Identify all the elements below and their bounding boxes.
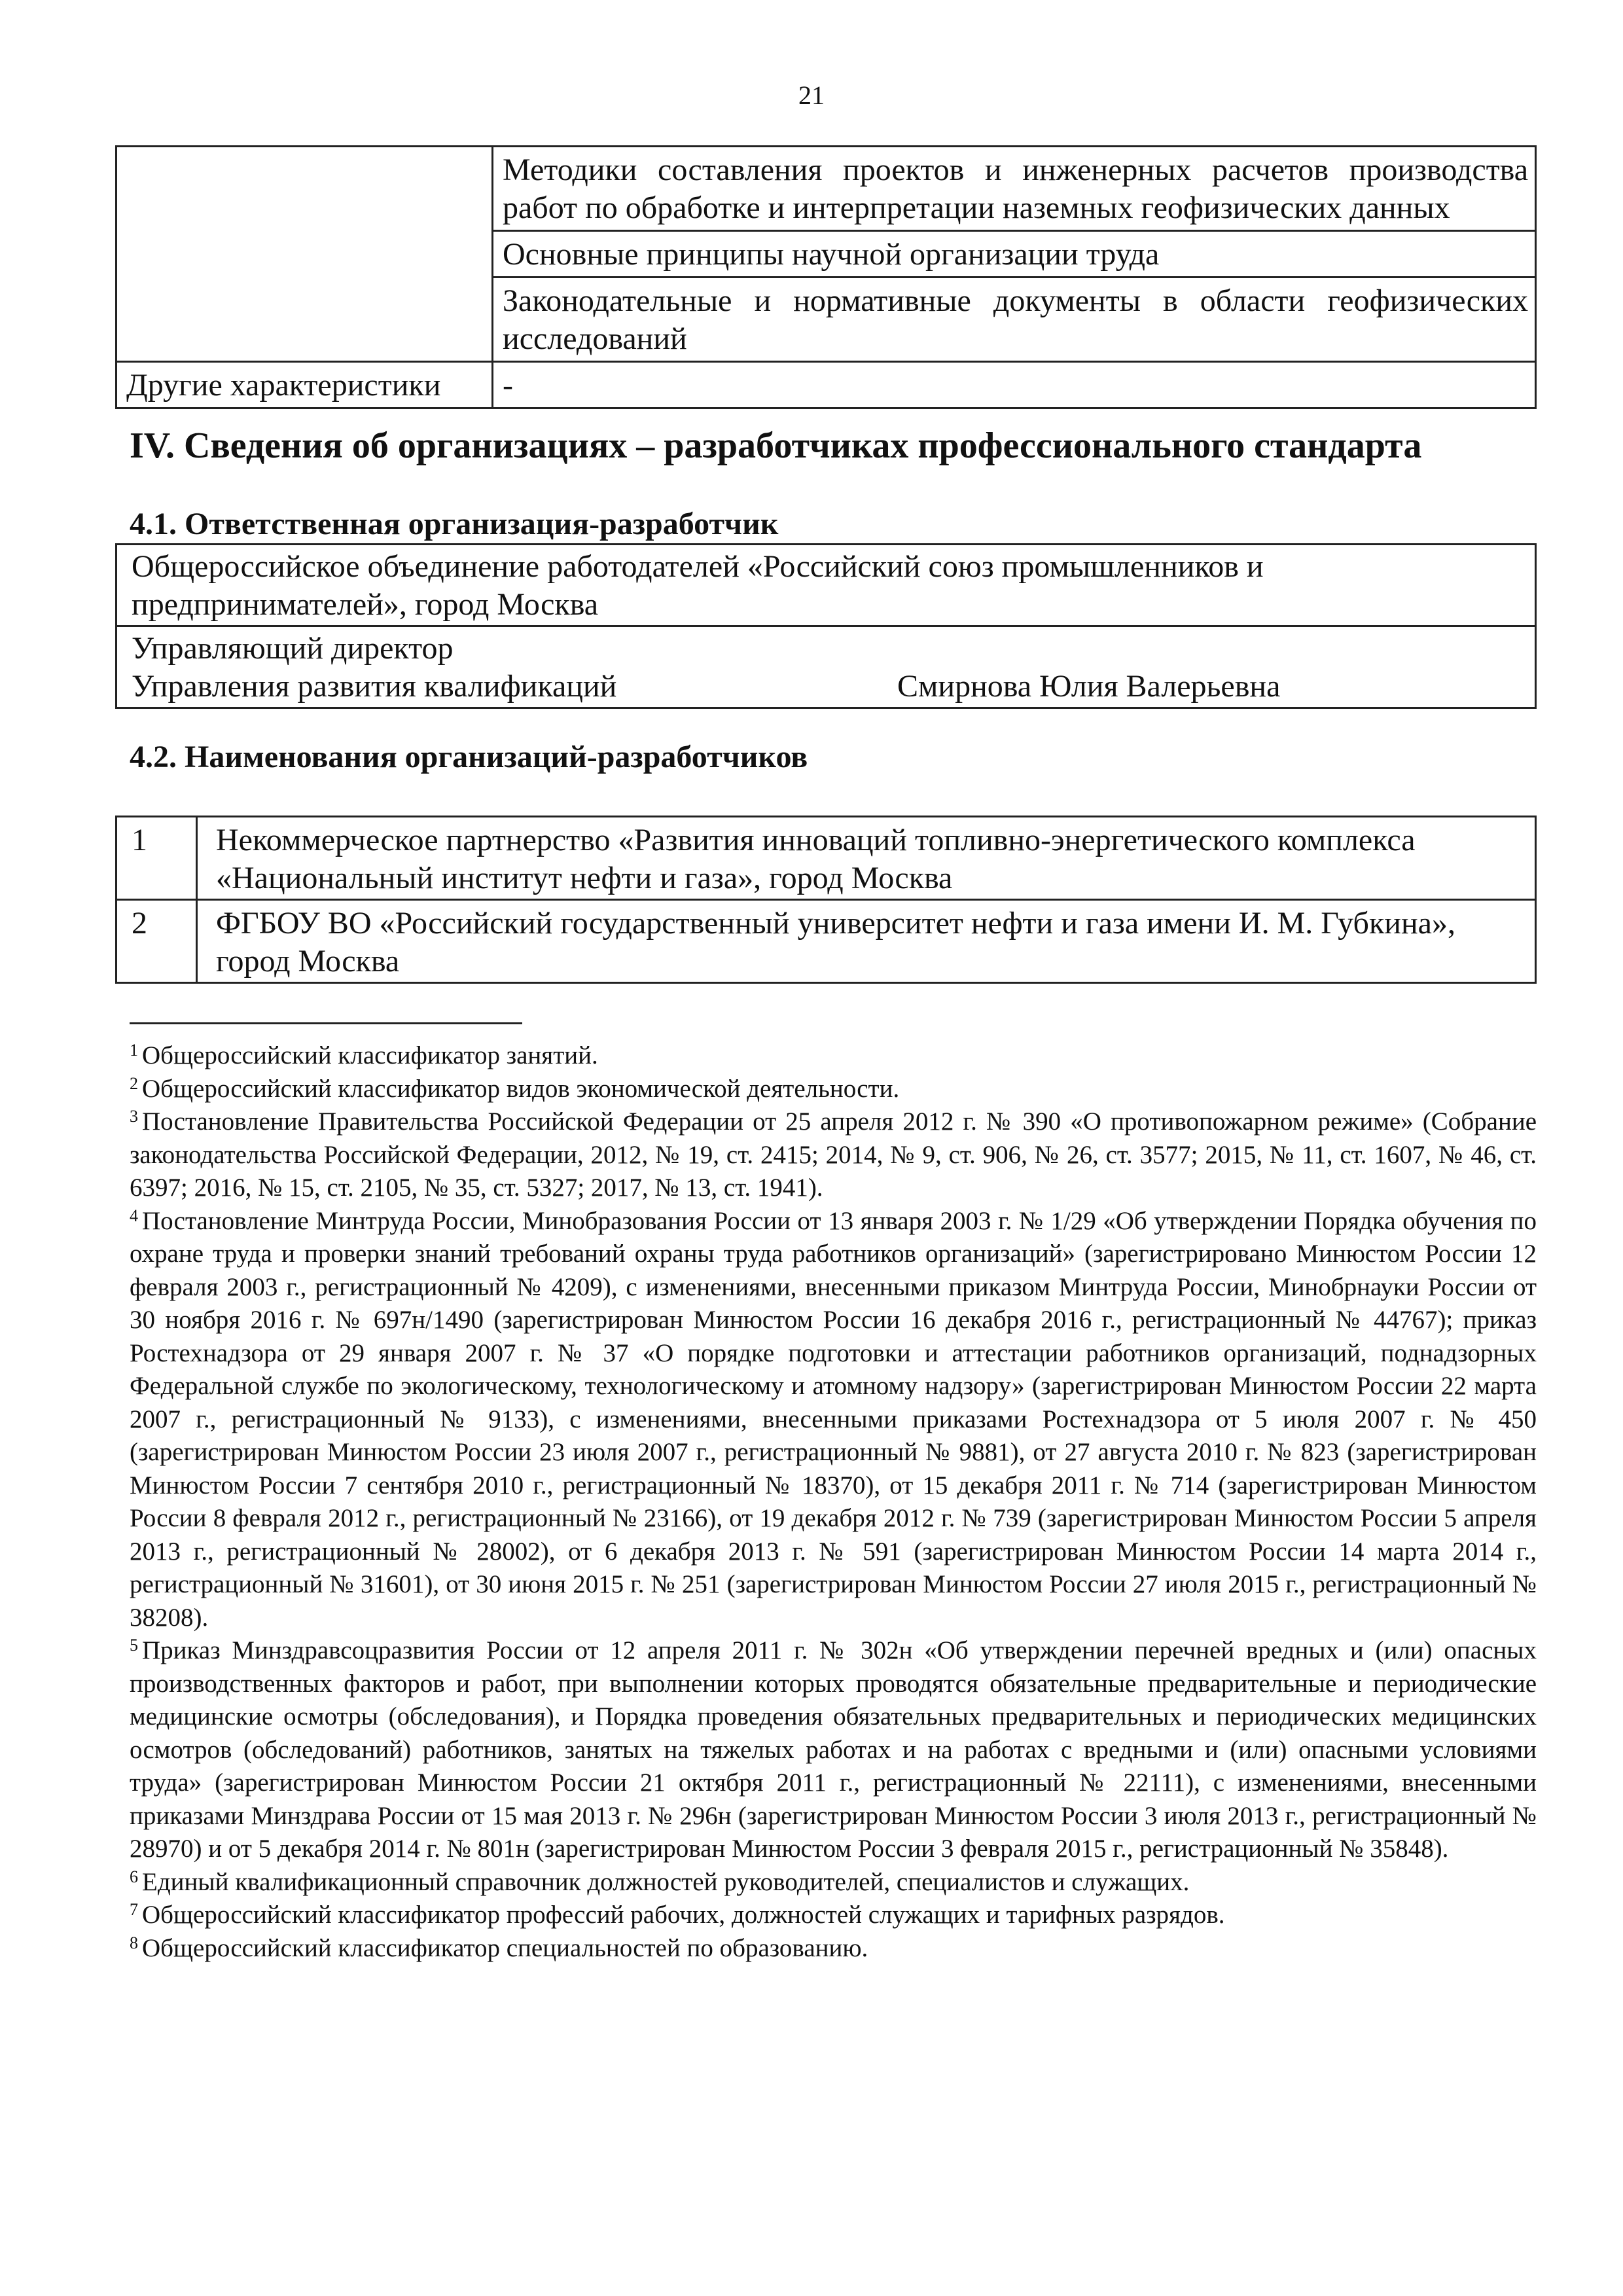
table-cell: Основные принципы научной организации труда <box>493 231 1536 278</box>
footnote-text: Постановление Минтруда России, Минобразования России от 13 января 2003 г. № 1/29 «Об утверждении Порядка обучения по охране труда и проверки знаний требований охраны труда работников организаций» (зарегистрировано Минюстом России 12 февраля 2003 г., регистрационный № 4209), с изменениями, внесенными приказом Минтруда России, Минобрнауки России от 30 ноября 2016 г. № 697н/1490 (зарегистрирован Минюстом России 16 декабря 2016 г., регистрационный № 44767); приказ Ростехнадзора от 29 января 2007 г. № 37 «О порядке подготовки и аттестации работников организаций, поднадзорных Федеральной службе по экологическому, технологическому и атомному надзору» (зарегистрирован Минюстом России 22 марта 2007 г., регистрационный № 9133), с изменениями, внесенными приказами Ростехнадзора от 5 июля 2007 г. № 450 (зарегистрирован Минюстом России 23 июля 2007 г., регистрационный № 9881), от 27 августа 2010 г. № 823 (зарегистрирован Минюстом России 7 сентября 2010 г., регистрационный № 18370), от 15 декабря 2011 г. № 714 (зарегистрирован Минюстом России 8 февраля 2012 г., регистрационный № 23166), от 19 декабря 2012 г. № 739 (зарегистрирован Минюстом России 5 апреля 2013 г., регистрационный № 28002), от 6 декабря 2013 г. № 591 (зарегистрирован Минюстом России 14 марта 2014 г., регистрационный № 31601), от 30 июня 2015 г. № 251 (зарегистрирован Минюстом России 27 июля 2015 г., регистрационный № 38208). <box>130 1206 1537 1632</box>
footnote-mark: 4 <box>130 1206 138 1225</box>
signature-line <box>132 668 1525 706</box>
developers-table <box>115 816 1537 984</box>
developer-org: Некоммерческое партнерство «Развития инноваций топливно-энергетического комплекса «Национальный институт нефти и газа», город Москва <box>197 817 1536 900</box>
footnote-text: Единый квалификационный справочник должностей руководителей, специалистов и служащих. <box>142 1867 1190 1896</box>
position-line: Управления развития квалификаций <box>132 669 617 704</box>
developers-title: 4.2. Наименования организаций-разработчиков <box>130 740 808 774</box>
characteristics-table <box>115 145 1537 409</box>
section-title: IV. Сведения об организациях – разработчиках профессионального стандарта <box>130 425 1422 466</box>
footnote-mark: 6 <box>130 1867 138 1886</box>
person-name: Смирнова Юлия Валерьевна <box>897 669 1281 704</box>
footnote <box>130 1205 1537 1635</box>
footnote <box>130 1073 1537 1106</box>
other-characteristics-label: Другие характеристики <box>116 362 493 408</box>
footnote-separator <box>130 1022 522 1024</box>
table-row <box>116 817 1536 900</box>
footnote-text: Приказ Минздравсоцразвития России от 12 апреля 2011 г. № 302н «Об утверждении перечней вредных и (или) опасных производственных факторов и работ, при выполнении которых проводятся обязательные предварительные и периодические медицинские осмотры (обследования), и Порядка проведения обязательных предварительных и периодических медицинских осмотров (обследований) работников, занятых на тяжелых работах и на работах с вредными и (или) опасными условиями труда» (зарегистрирован Минюстом России 21 октября 2011 г., регистрационный № 22111), с изменениями, внесенными приказами Минздрава России от 15 мая 2013 г. № 296н (зарегистрирован Минюстом России 3 июля 2013 г., регистрационный № 28970) и от 5 декабря 2014 г. № 801н (зарегистрирован Минюстом России 3 февраля 2015 г., регистрационный № 35848). <box>130 1636 1537 1863</box>
footnote <box>130 1899 1537 1932</box>
table-row <box>116 362 1536 408</box>
table-row <box>116 900 1536 983</box>
other-characteristics-value: - <box>493 362 1536 408</box>
table-row <box>116 545 1536 626</box>
footnote-text: Постановление Правительства Российской Федерации от 25 апреля 2012 г. № 390 «О противопожарном режиме» (Собрание законодательства Российской Федерации, 2012, № 19, ст. 2415; 2014, № 9, ст. 906, № 26, ст. 3577; 2015, № 11, ст. 1607, № 46, ст. 6397; 2016, № 15, ст. 2105, № 35, ст. 5327; 2017, № 13, ст. 1941). <box>130 1107 1537 1202</box>
footnote-mark: 3 <box>130 1107 138 1126</box>
org-name-cell: Общероссийское объединение работодателей «Российский союз промышленников и предпринимателей», город Москва <box>116 545 1536 626</box>
footnote <box>130 1105 1537 1205</box>
table-cell: Законодательные и нормативные документы в области геофизических исследований <box>493 278 1536 362</box>
footnote-mark: 8 <box>130 1933 138 1952</box>
signatory-cell <box>116 626 1536 708</box>
responsible-org-title: 4.1. Ответственная организация-разработчик <box>130 507 779 541</box>
footnote-mark: 5 <box>130 1636 138 1655</box>
position-line: Управляющий директор <box>132 631 454 666</box>
footnote <box>130 1866 1537 1899</box>
table-cell: Методики составления проектов и инженерных расчетов производства работ по обработке и интерпретации наземных геофизических данных <box>493 147 1536 231</box>
row-number: 1 <box>116 817 197 900</box>
footnote <box>130 1039 1537 1073</box>
table-row <box>116 626 1536 708</box>
footnotes <box>130 1039 1537 1965</box>
footnote <box>130 1634 1537 1866</box>
page-number: 21 <box>798 81 825 110</box>
footnote-text: Общероссийский классификатор профессий рабочих, должностей служащих и тарифных разрядов. <box>142 1901 1225 1929</box>
footnote-text: Общероссийский классификатор занятий. <box>142 1041 598 1069</box>
row-number: 2 <box>116 900 197 983</box>
empty-cell <box>116 147 493 362</box>
table-row <box>116 147 1536 231</box>
footnote-mark: 1 <box>130 1041 138 1060</box>
responsible-org-box <box>115 543 1537 709</box>
footnote-text: Общероссийский классификатор специальностей по образованию. <box>142 1933 868 1962</box>
developer-org: ФГБОУ ВО «Российский государственный университет нефти и газа имени И. М. Губкина», город Москва <box>197 900 1536 983</box>
footnote-mark: 2 <box>130 1073 138 1093</box>
footnote <box>130 1932 1537 1965</box>
footnote-text: Общероссийский классификатор видов экономической деятельности. <box>142 1074 900 1103</box>
footnote-mark: 7 <box>130 1900 138 1919</box>
